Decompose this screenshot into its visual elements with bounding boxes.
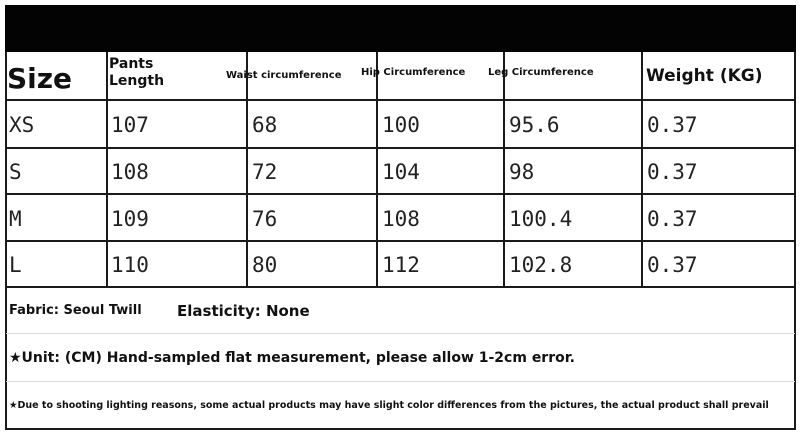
header-weight: Weight (KG) [646, 66, 763, 86]
bottom-border [5, 428, 796, 430]
cell-leg: 98 [509, 160, 535, 184]
elasticity-note: Elasticity: None [177, 302, 310, 320]
cell-hip: 112 [382, 253, 420, 277]
column-divider [246, 52, 248, 288]
header-size: Size [7, 62, 73, 95]
cell-size: M [9, 207, 22, 231]
column-divider [641, 52, 643, 288]
cell-weight: 0.37 [647, 113, 698, 137]
column-divider [376, 52, 378, 288]
row-divider [5, 240, 796, 242]
cell-weight: 0.37 [647, 160, 698, 184]
cell-pants-length: 110 [111, 253, 149, 277]
header-hip: Hip Circumference [361, 67, 466, 78]
cell-waist: 80 [252, 253, 278, 277]
cell-pants-length: 108 [111, 160, 149, 184]
cell-pants-length: 109 [111, 207, 149, 231]
row-divider [5, 147, 796, 149]
note-divider [6, 333, 795, 334]
cell-leg: 102.8 [509, 253, 573, 277]
cell-leg: 100.4 [509, 207, 573, 231]
header-leg: Leg Circumference [488, 67, 594, 78]
cell-size: S [9, 160, 22, 184]
top-black-bar [5, 5, 796, 52]
fabric-note: Fabric: Seoul Twill [9, 303, 142, 318]
header-divider [5, 99, 796, 101]
unit-note: ★Unit: (CM) Hand-sampled flat measurement, please allow 1-2cm error. [9, 350, 575, 366]
lighting-note: ★Due to shooting lighting reasons, some actual products may have slight color differences from the pictures, the actual product shall prevail [9, 400, 769, 411]
header-waist: Waist circumference [226, 70, 342, 81]
column-divider [106, 52, 108, 288]
cell-size: XS [9, 113, 35, 137]
cell-size: L [9, 253, 22, 277]
cell-hip: 108 [382, 207, 420, 231]
row-divider [5, 286, 796, 288]
cell-waist: 76 [252, 207, 278, 231]
note-divider [6, 381, 795, 382]
cell-weight: 0.37 [647, 253, 698, 277]
cell-hip: 100 [382, 113, 420, 137]
cell-weight: 0.37 [647, 207, 698, 231]
header-pants-length: Pants Length [109, 56, 165, 89]
cell-waist: 68 [252, 113, 278, 137]
cell-waist: 72 [252, 160, 278, 184]
column-divider [503, 52, 505, 288]
cell-hip: 104 [382, 160, 420, 184]
cell-pants-length: 107 [111, 113, 149, 137]
row-divider [5, 193, 796, 195]
cell-leg: 95.6 [509, 113, 560, 137]
